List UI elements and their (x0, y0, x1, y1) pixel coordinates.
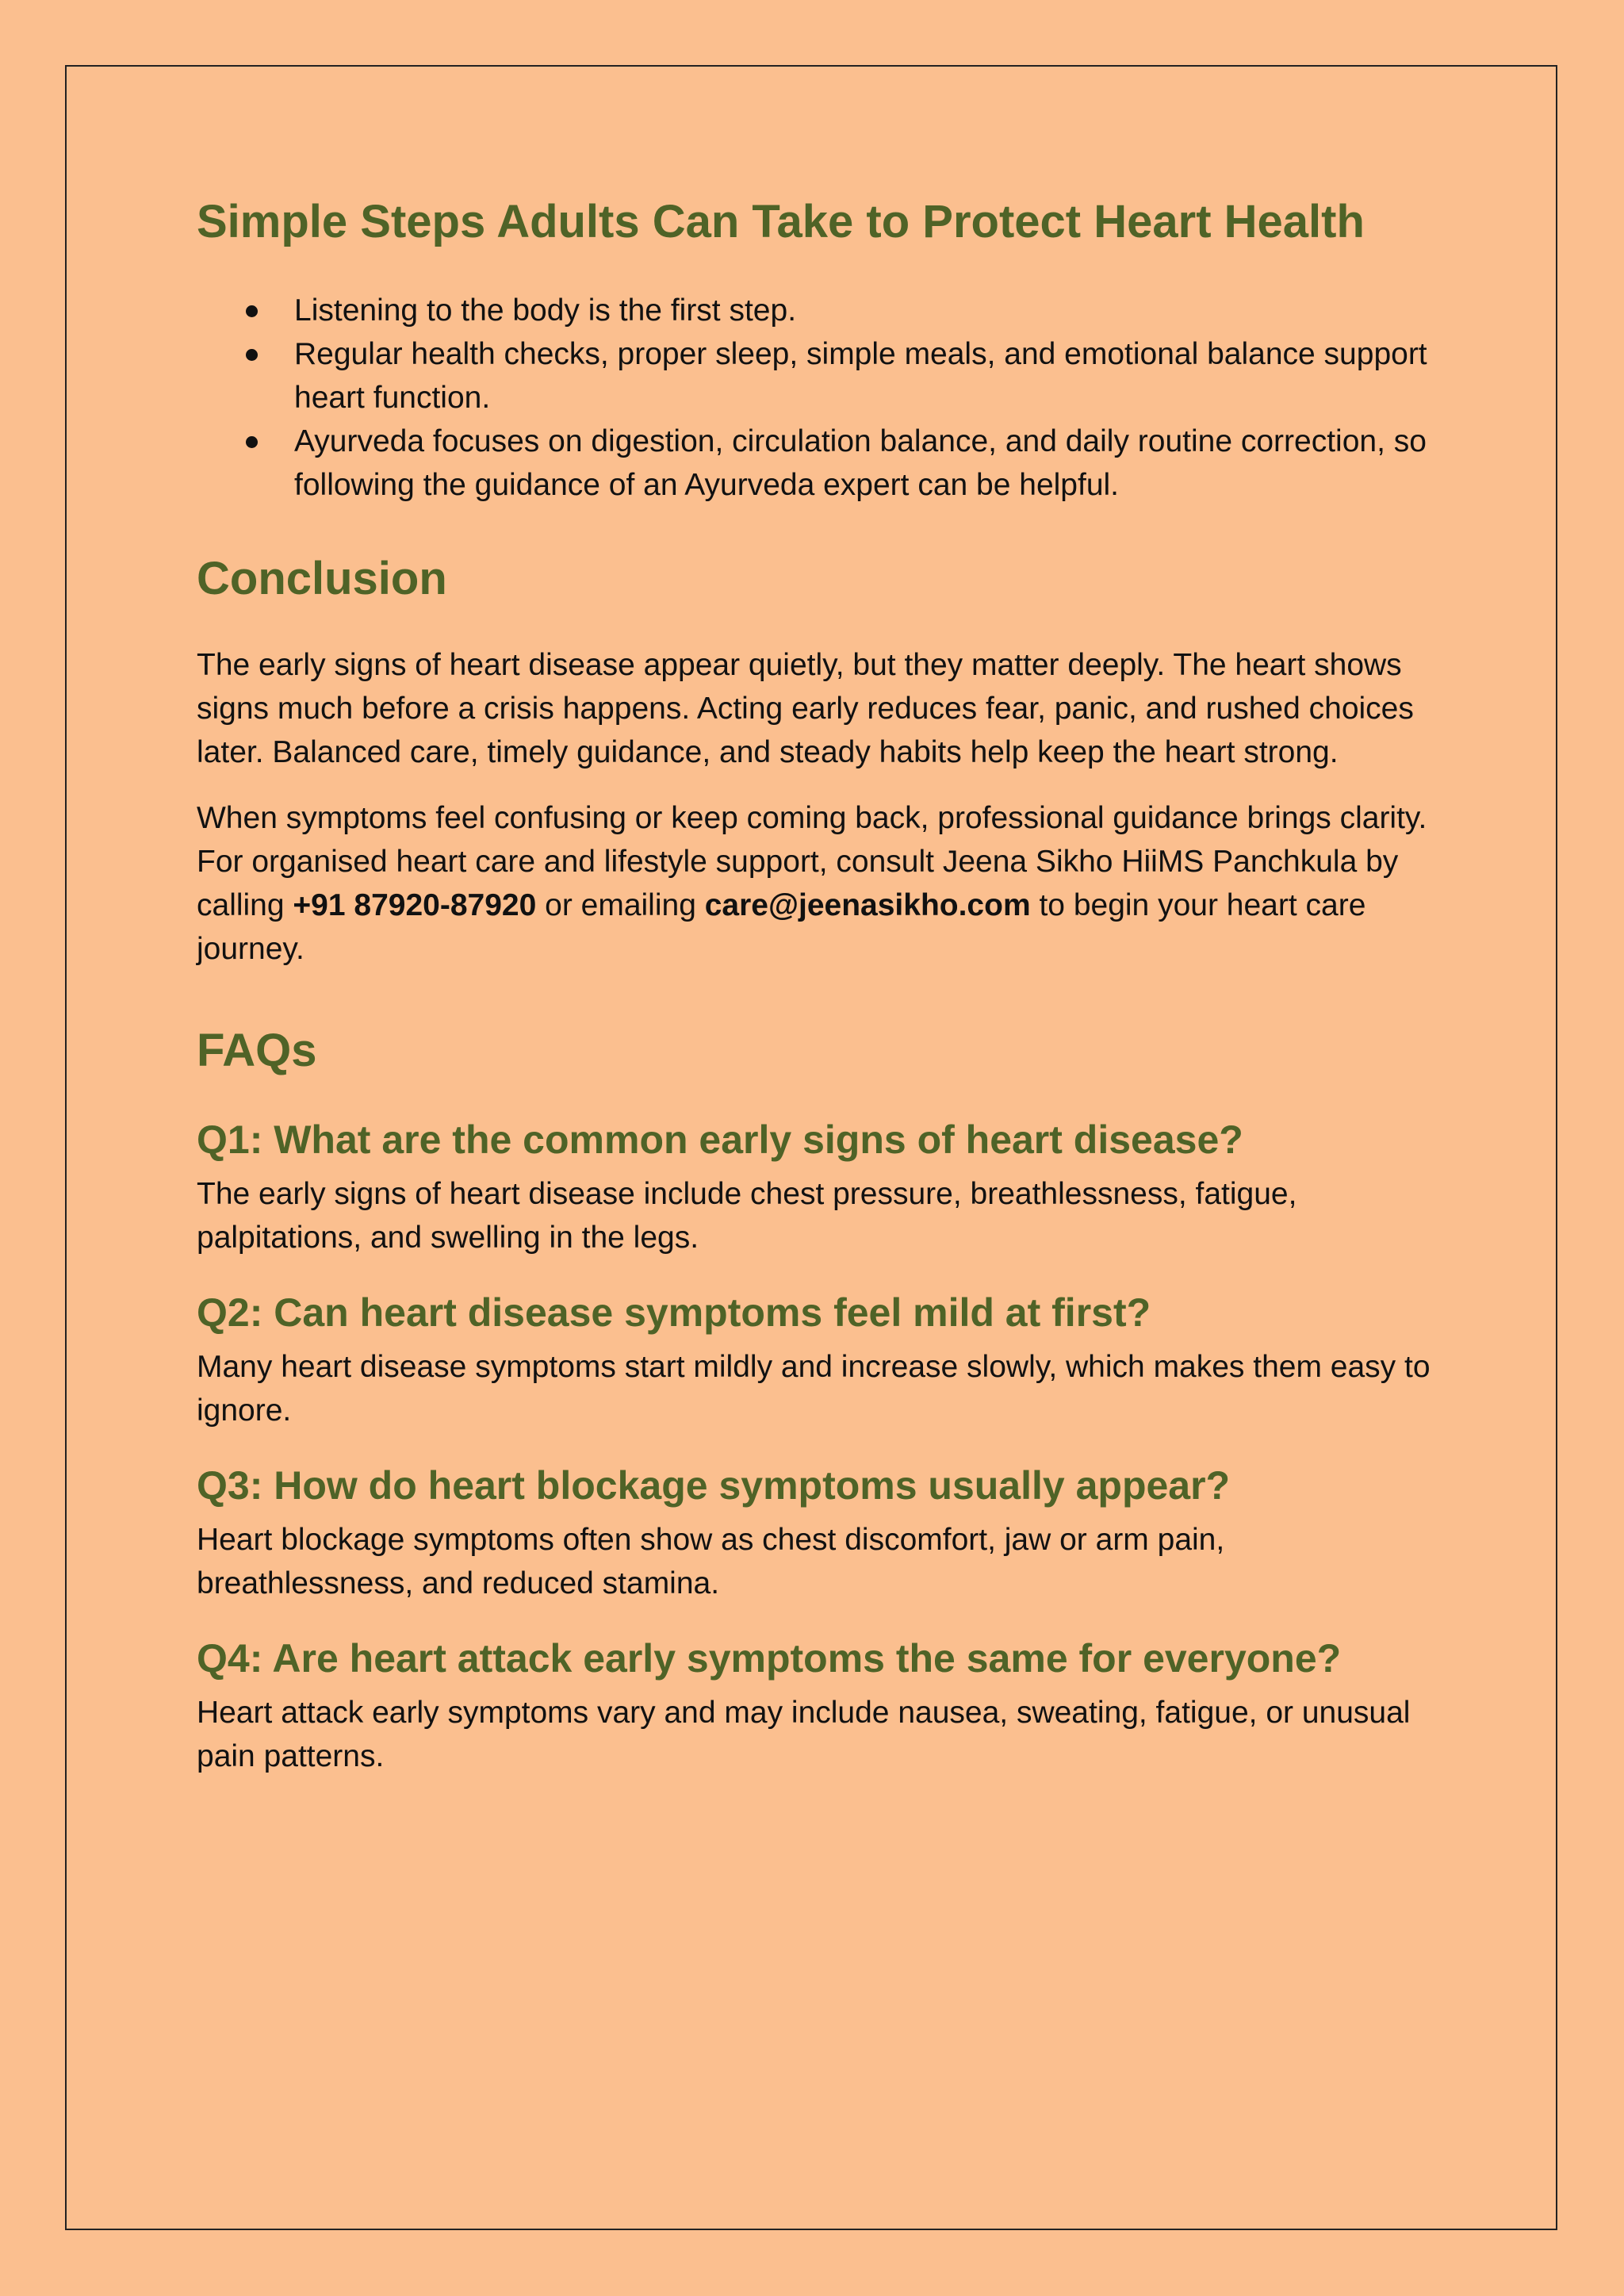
conclusion-paragraph-1: The early signs of heart disease appear quietly, but they matter deeply. The heart shows signs much before a crisis happens. Acting early reduces fear, panic, and rushed choices later. Balanced care, timely guidance, and steady habits help keep the heart strong. (197, 648, 1414, 769)
faq-item (197, 1110, 1434, 1259)
faq-answer: The early signs of heart disease include chest pressure, breathlessness, fatigue, palpitations, and swelling in the legs. (197, 1177, 1297, 1255)
faq-question: Q4: Are heart attack early symptoms the same for everyone? (197, 1636, 1342, 1681)
faq-question: Q2: Can heart disease symptoms feel mild at first? (197, 1290, 1151, 1335)
faq-item (197, 1283, 1434, 1432)
faq-item (197, 1629, 1434, 1778)
faq-answer: Many heart disease symptoms start mildly and increase slowly, which makes them easy to ignore. (197, 1350, 1431, 1428)
faq-answer: Heart attack early symptoms vary and may include nausea, sweating, fatigue, or unusual pain patterns. (197, 1696, 1411, 1773)
bullet-text: Listening to the body is the first step. (294, 293, 797, 328)
bullet-item (197, 420, 1434, 507)
document-content (197, 190, 1434, 1778)
conclusion-paragraph-2 (197, 796, 1434, 971)
bullet-icon (246, 305, 258, 317)
faq-question: Q3: How do heart blockage symptoms usually appear? (197, 1463, 1231, 1508)
steps-bullet-list (197, 289, 1434, 507)
bullet-text: Regular health checks, proper sleep, simple meals, and emotional balance support heart function. (294, 337, 1427, 415)
phone-number: +91 87920-87920 (293, 888, 537, 922)
contact-closing-text: to begin your heart care journey. (197, 888, 1366, 966)
email-address: care@jeenasikho.com (704, 888, 1031, 922)
faq-item (197, 1456, 1434, 1605)
bullet-icon (246, 436, 258, 448)
contact-middle-text: or emailing (536, 888, 705, 922)
bullet-text: Ayurveda focuses on digestion, circulation balance, and daily routine correction, so following the guidance of an Ayurveda expert can be helpful. (294, 424, 1427, 502)
contact-intro-text: When symptoms feel confusing or keep coming back, professional guidance brings clarity. For organised heart care and lifestyle support, consult Jeena Sikho HiiMS Panchkula by calling (197, 801, 1427, 922)
faq-list (197, 1110, 1434, 1778)
faqs-heading: FAQs (197, 1025, 317, 1076)
bullet-item (197, 332, 1434, 420)
bullet-item (197, 289, 1434, 332)
bullet-icon (246, 349, 258, 361)
conclusion-heading: Conclusion (197, 553, 447, 604)
faq-question: Q1: What are the common early signs of heart disease? (197, 1117, 1243, 1162)
section-title-protect-heart: Simple Steps Adults Can Take to Protect Heart Health (197, 196, 1365, 247)
faq-answer: Heart blockage symptoms often show as chest discomfort, jaw or arm pain, breathlessness, and reduced stamina. (197, 1523, 1225, 1600)
